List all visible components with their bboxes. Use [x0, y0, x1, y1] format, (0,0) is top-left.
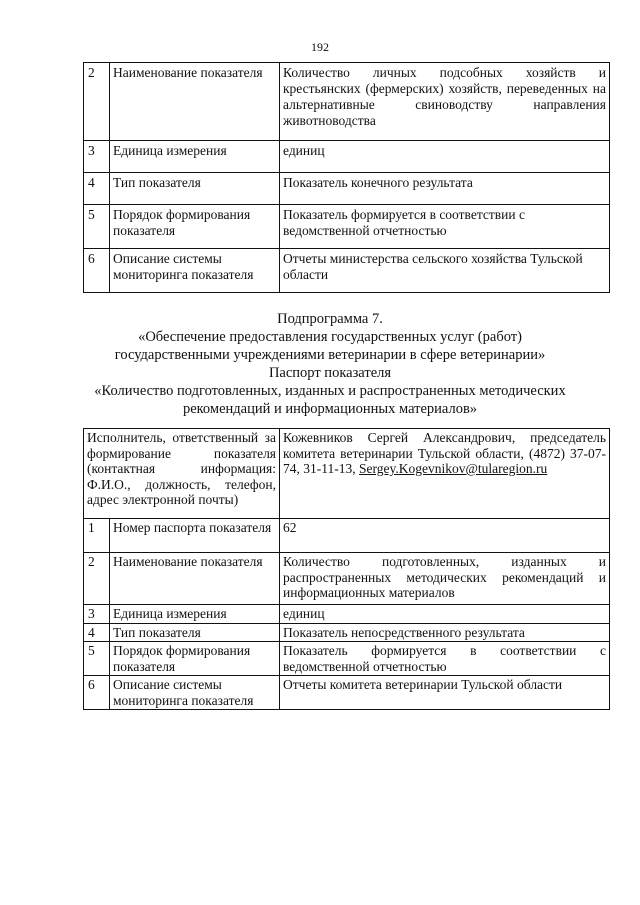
- row-label: Наименование показателя: [110, 63, 280, 141]
- row-number: 3: [84, 141, 110, 173]
- table-row: [84, 249, 610, 293]
- row-number: 6: [84, 676, 110, 710]
- row-number: 5: [84, 205, 110, 249]
- executor-label: Исполнитель, ответственный за формирование показателя (контактная информация: Ф.И.О., должность, телефон, адрес электронной почты): [84, 429, 280, 519]
- row-label: Тип показателя: [110, 623, 280, 642]
- row-number: 2: [84, 63, 110, 141]
- row-number: 4: [84, 623, 110, 642]
- row-number: 2: [84, 553, 110, 605]
- row-number: 6: [84, 249, 110, 293]
- page-number: 192: [311, 40, 329, 54]
- executor-contact: Кожевников Сергей Александрович, председатель комитета ветеринарии Тульской области, (4872) 37-07-74, 31-11-13,: [283, 430, 607, 476]
- table-row: [84, 642, 610, 676]
- section-heading: [60, 310, 600, 418]
- executor-value: [280, 429, 610, 519]
- indicator-table-top: [83, 62, 610, 293]
- row-value: единиц: [280, 605, 610, 624]
- row-label: Порядок формирования показателя: [110, 642, 280, 676]
- table-row: [84, 173, 610, 205]
- row-value: Показатель конечного результата: [280, 173, 610, 205]
- row-number: 4: [84, 173, 110, 205]
- row-value: Отчеты министерства сельского хозяйства Тульской области: [280, 249, 610, 293]
- row-value: Количество личных подсобных хозяйств и крестьянских (фермерских) хозяйств, переведенных на альтернативные свиноводству направления животноводства: [280, 63, 610, 141]
- table-row: [84, 63, 610, 141]
- row-label: Описание системы мониторинга показателя: [110, 249, 280, 293]
- table-row: [84, 205, 610, 249]
- indicator-name-line-2: рекомендаций и информационных материалов»: [182, 401, 478, 417]
- row-value: 62: [280, 519, 610, 553]
- table-row: [84, 623, 610, 642]
- row-label: Единица измерения: [110, 605, 280, 624]
- row-number: 1: [84, 519, 110, 553]
- subprogram-name-line-2: государственными учреждениями ветеринарии в сфере ветеринарии»: [114, 347, 546, 363]
- subprogram-name-line-1: «Обеспечение предоставления государственных услуг (работ): [138, 329, 522, 345]
- table-row: [84, 605, 610, 624]
- row-value: единиц: [280, 141, 610, 173]
- row-number: 5: [84, 642, 110, 676]
- row-label: Тип показателя: [110, 173, 280, 205]
- table-row: [84, 141, 610, 173]
- row-value: Показатель формируется в соответствии с ведомственной отчетностью: [280, 642, 610, 676]
- passport-title: Паспорт показателя: [268, 365, 392, 381]
- indicator-name-line-1: «Количество подготовленных, изданных и распространенных методических: [94, 383, 566, 399]
- row-label: Номер паспорта показателя: [110, 519, 280, 553]
- row-value: Показатель непосредственного результата: [280, 623, 610, 642]
- row-value: Количество подготовленных, изданных и распространенных методических рекомендаций и информационных материалов: [280, 553, 610, 605]
- indicator-passport-table: [83, 428, 610, 710]
- row-label: Наименование показателя: [110, 553, 280, 605]
- table-row: [84, 553, 610, 605]
- executor-email-link[interactable]: Sergey.Kogevnikov@tularegion.ru: [359, 461, 548, 476]
- row-label: Порядок формирования показателя: [110, 205, 280, 249]
- executor-row: [84, 429, 610, 519]
- row-label: Описание системы мониторинга показателя: [110, 676, 280, 710]
- row-value: Отчеты комитета ветеринарии Тульской области: [280, 676, 610, 710]
- subprogram-title: Подпрограмма 7.: [277, 311, 383, 327]
- table-row: [84, 676, 610, 710]
- row-value: Показатель формируется в соответствии с ведомственной отчетностью: [280, 205, 610, 249]
- row-number: 3: [84, 605, 110, 624]
- table-row: [84, 519, 610, 553]
- row-label: Единица измерения: [110, 141, 280, 173]
